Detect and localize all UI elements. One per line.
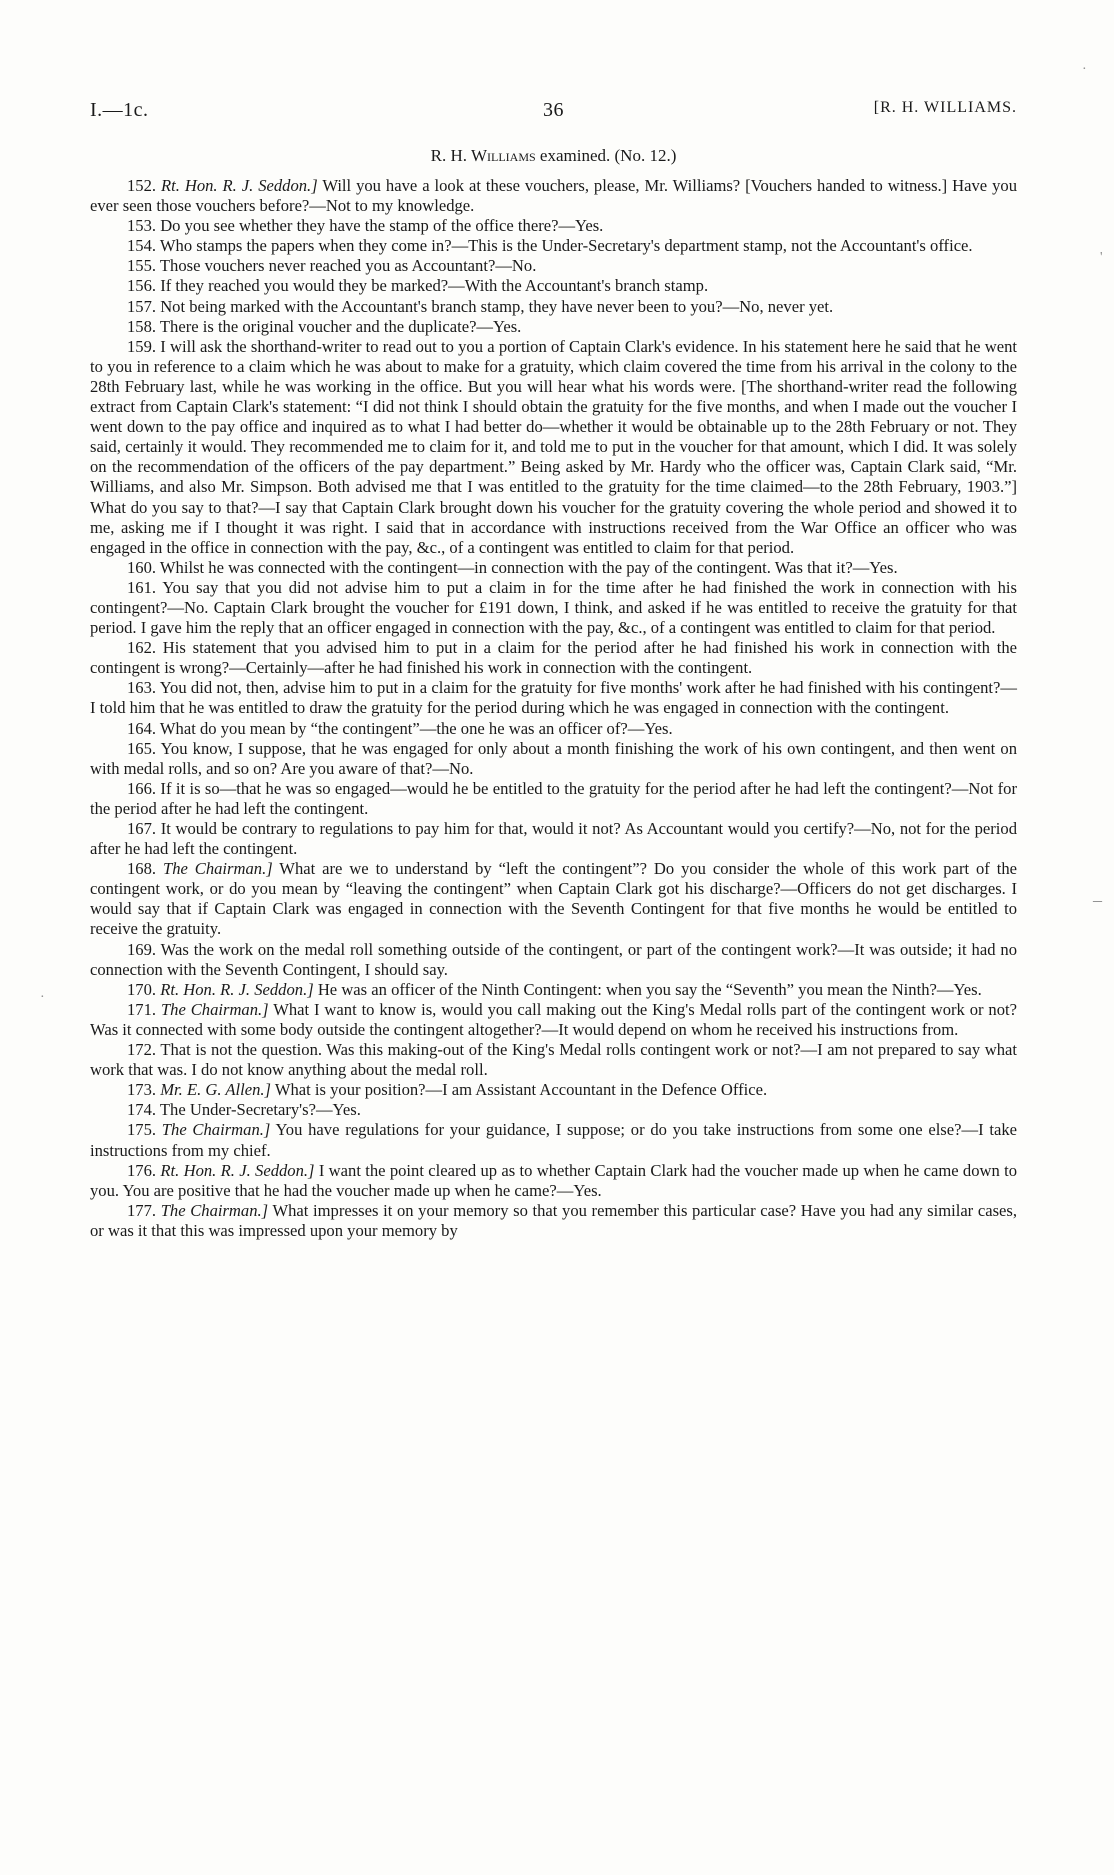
paper-reference: I.—1c. xyxy=(90,99,149,121)
question-text: He was an officer of the Ninth Contingent: when you say the “Seventh” you mean the Ninth?—Yes. xyxy=(313,979,982,999)
question-text: Will you have a look at these vouchers, please, Mr. Williams? [Vouchers handed to witness.] Have you ever seen those vouchers before?—Not to my knowledge. xyxy=(90,176,1018,216)
speaker-name: Rt. Hon. R. J. Seddon.] xyxy=(161,176,318,195)
question-text: If they reached you would they be marked?—With the Accountant's branch stamp. xyxy=(156,276,709,296)
question-text: If it is so—that he was so engaged—would he be entitled to the gratuity for the period after he had left the contingent?—Not for the period after he had left the contingent. xyxy=(90,778,1017,818)
question-text: It would be contrary to regulations to pay him for that, would it not? As Accountant would you certify?—No, not for the period after he had left the contingent. xyxy=(90,819,1017,859)
question-text: Who stamps the papers when they come in?—This is the Under-Secretary's department stamp, not the Accountant's office. xyxy=(156,236,973,256)
evidence-question-163 xyxy=(90,678,1017,718)
question-text: Not being marked with the Accountant's branch stamp, they have never been to you?—No, never yet. xyxy=(156,296,834,316)
question-text: You did not, then, advise him to put in a claim for the gratuity for five months' work after he had finished with his contingent?—I told him that he was entitled to draw the gratuity for the period during which he was engaged in connection with the contingent. xyxy=(90,678,1017,718)
evidence-question-156 xyxy=(90,276,1017,296)
question-number: 164. xyxy=(127,718,157,738)
evidence-question-176 xyxy=(90,1161,1017,1201)
question-text: I want the point cleared up as to whether Captain Clark had the voucher made up when he came down to you. You are positive that he had the voucher made up when he came?—Yes. xyxy=(90,1160,1018,1200)
question-number: 161. xyxy=(127,577,157,597)
page-header xyxy=(90,99,1017,129)
witness-name: R. H. Williams xyxy=(430,146,536,165)
question-text: Those vouchers never reached you as Accountant?—No. xyxy=(156,256,537,276)
question-text: Whilst he was connected with the contingent—in connection with the pay of the contingent. Was that it?—Yes. xyxy=(156,557,898,577)
question-text: Was the work on the medal roll something outside of the contingent, or part of the contingent work?—It was outside; it had no connection with the Seventh Contingent, I should say. xyxy=(90,939,1017,979)
question-text: The Under-Secretary's?—Yes. xyxy=(156,1100,361,1120)
question-text: What I want to know is, would you call making out the King's Medal rolls part of the contingent work or not? Was it connected with some body outside the contingent altogether?—It would depend on whom he received his instructions from. xyxy=(90,999,1017,1039)
speaker-name: The Chairman.] xyxy=(161,1120,271,1140)
speaker-name: The Chairman.] xyxy=(160,999,269,1019)
evidence-question-174 xyxy=(90,1100,1017,1120)
question-number: 169. xyxy=(127,939,157,959)
question-number: 152. xyxy=(127,176,157,195)
question-number: 172. xyxy=(127,1040,157,1060)
question-text: That is not the question. Was this making-out of the King's Medal rolls contingent work or not?—I am not prepared to say what work that was. I do not know anything about the medal roll. xyxy=(90,1040,1017,1080)
evidence-question-168 xyxy=(90,859,1017,939)
question-number: 170. xyxy=(127,979,157,999)
evidence-question-157 xyxy=(90,297,1017,317)
question-text: What are we to understand by “left the contingent”? Do you consider the whole of this work part of the contingent work, or do you mean by “leaving the contingent” when Captain Clark got his discharge?—Officers do not get discharges. I would say that if Captain Clark was engaged in connection with the Seventh Contingent for that five months he would be entitled to receive the gratuity. xyxy=(90,859,1018,939)
evidence-question-161 xyxy=(90,578,1017,638)
question-number: 168. xyxy=(127,859,157,879)
question-text: You know, I suppose, that he was engaged for only about a month finishing the work of his own contingent, and then went on with medal rolls, and so on? Are you aware of that?—No. xyxy=(90,738,1017,778)
question-number: 157. xyxy=(127,296,157,316)
evidence-body xyxy=(90,176,1017,1241)
question-text: You have regulations for your guidance, I suppose; or do you take instructions from some one else?—I take instructions from my chief. xyxy=(90,1120,1017,1160)
speaker-name: Rt. Hon. R. J. Seddon.] xyxy=(160,1160,315,1180)
question-number: 173. xyxy=(127,1080,157,1100)
question-number: 174. xyxy=(127,1100,157,1120)
evidence-question-159 xyxy=(90,337,1017,558)
speaker-name: Mr. E. G. Allen.] xyxy=(160,1080,271,1100)
question-text: What do you mean by “the contingent”—the one he was an officer of?—Yes. xyxy=(156,718,673,738)
question-text: There is the original voucher and the duplicate?—Yes. xyxy=(156,316,522,336)
witness-heading-suffix: examined. (No. 12.) xyxy=(535,146,677,165)
speaker-name: The Chairman.] xyxy=(160,1200,269,1220)
evidence-question-160 xyxy=(90,558,1017,578)
evidence-question-153 xyxy=(90,216,1017,236)
margin-mark: – xyxy=(1093,890,1102,910)
evidence-question-169 xyxy=(90,940,1017,980)
question-number: 165. xyxy=(127,738,157,758)
evidence-question-172 xyxy=(90,1040,1017,1080)
evidence-question-170 xyxy=(90,980,1017,1000)
evidence-question-154 xyxy=(90,236,1017,256)
running-head: [R. H. WILLIAMS. xyxy=(873,99,1017,116)
margin-mark: · xyxy=(1082,62,1087,77)
evidence-question-166 xyxy=(90,779,1017,819)
question-number: 163. xyxy=(127,678,157,698)
speaker-name: Rt. Hon. R. J. Seddon.] xyxy=(160,979,314,999)
question-number: 166. xyxy=(127,778,157,798)
margin-mark: · xyxy=(40,990,45,1005)
evidence-question-167 xyxy=(90,819,1017,859)
question-number: 162. xyxy=(127,638,157,658)
question-number: 177. xyxy=(127,1200,157,1220)
question-text: What impresses it on your memory so that you remember this particular case? Have you had any similar cases, or was it that this was impressed upon your memory by xyxy=(90,1200,1017,1240)
page-number: 36 xyxy=(543,99,564,121)
question-number: 160. xyxy=(127,557,157,577)
question-number: 167. xyxy=(127,819,157,838)
evidence-question-173 xyxy=(90,1080,1017,1100)
evidence-question-158 xyxy=(90,317,1017,337)
question-number: 153. xyxy=(127,216,157,236)
evidence-question-164 xyxy=(90,719,1017,739)
evidence-question-152 xyxy=(90,176,1017,216)
question-number: 175. xyxy=(127,1120,157,1140)
question-number: 158. xyxy=(127,316,157,336)
evidence-question-171 xyxy=(90,1000,1017,1040)
evidence-question-165 xyxy=(90,739,1017,779)
evidence-question-155 xyxy=(90,256,1017,276)
question-text: His statement that you advised him to put in a claim for the period after he had finished his work in connection with the contingent is wrong?—Certainly—after he had finished his work in connection with the contingent. xyxy=(90,638,1017,678)
question-number: 176. xyxy=(127,1160,157,1180)
question-number: 155. xyxy=(127,256,157,276)
question-number: 154. xyxy=(127,236,157,256)
question-text: I will ask the shorthand-writer to read out to you a portion of Captain Clark's evidence. In his statement here he said that he went to you in reference to a claim which he was about to make for a gratuity, which claim covered the time from his arrival in the colony to the 28th February last, while he was working in the office. But you will hear what his words were. [The shorthand-writer read the following extract from Captain Clark's statement: “I did not think I should obtain the gratuity for the five months, and when I made out the voucher I went down to the pay office and inquired as to what I had better do—whether it would be obtainable up to the 28th February or not. They said, certainly it would. They recommended me to claim for it, and told me to put in the voucher for that amount, which I did. It was solely on the recommendation of the officers of the pay department.” Being asked by Mr. Hardy who the officer was, Captain Clark said, “Mr. Williams, and also Mr. Simpson. Both advised me that I was entitled to the gratuity for the time claimed—to the 28th February, 1903.”] What do you say to that?—I say that Captain Clark brought down his voucher for the gratuity covering the whole period and showed it to me, asking me if I thought it was right. I said that in accordance with instructions received from the War Office an officer who was engaged in the office in connection with the pay, &c., of a contingent was entitled to claim for that period. xyxy=(90,336,1017,557)
question-text: You say that you did not advise him to put a claim in for the time after he had finished the work in connection with his contingent?—No. Captain Clark brought the voucher for £191 down, I think, and asked if he was entitled to receive the gratuity for that period. I gave him the reply that an officer engaged in connection with the pay, &c., of a contingent was entitled to claim for that period. xyxy=(90,577,1017,638)
question-number: 159. xyxy=(127,336,157,356)
question-text: What is your position?—I am Assistant Accountant in the Defence Office. xyxy=(270,1080,768,1100)
question-text: Do you see whether they have the stamp of the office there?—Yes. xyxy=(156,216,604,236)
margin-mark: ' xyxy=(1100,250,1103,265)
speaker-name: The Chairman.] xyxy=(162,859,273,879)
question-number: 156. xyxy=(127,276,157,296)
witness-heading xyxy=(90,146,1017,166)
evidence-question-175 xyxy=(90,1120,1017,1160)
evidence-question-162 xyxy=(90,638,1017,678)
question-number: 171. xyxy=(127,999,157,1019)
evidence-question-177 xyxy=(90,1201,1017,1241)
